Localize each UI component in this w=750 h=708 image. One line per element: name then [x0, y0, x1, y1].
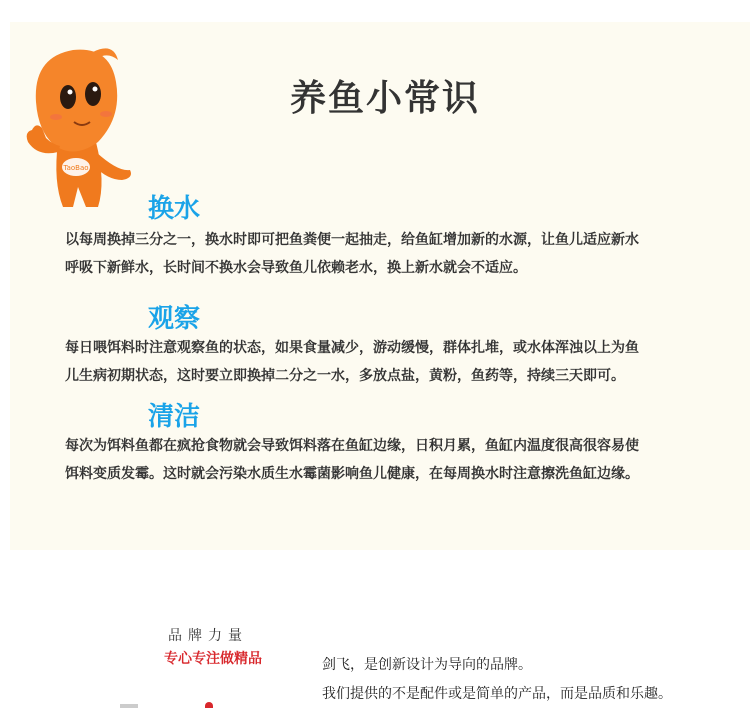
section-heading-observe: 观察 [148, 304, 201, 334]
mascot-right-eye [85, 82, 101, 106]
brand-line-1: 剑飞，是创新设计为导向的品牌。 [322, 657, 532, 673]
section-text-observe [65, 334, 735, 390]
section-text-clean [65, 432, 735, 488]
mascot-head [36, 50, 117, 152]
decorative-mark [120, 704, 138, 708]
section-heading-water-change: 换水 [148, 194, 201, 224]
section-text-water-change [65, 226, 735, 282]
mascot-illustration [18, 42, 138, 212]
brand-label: 品牌力量 [168, 628, 248, 644]
text-line: 呼吸下新鲜水，长时间不换水会导致鱼儿依赖老水，换上新水就会不适应。 [65, 260, 527, 276]
text-line: 儿生病初期状态，这时要立即换掉二分之一水，多放点盐，黄粉，鱼药等，持续三天即可。 [65, 368, 625, 384]
decorative-red-mark [205, 702, 213, 708]
text-line: 每次为饵料鱼都在疯抢食物就会导致饵料落在鱼缸边缘，日积月累，鱼缸内温度很高很容易使 [65, 438, 639, 454]
svg-text:TaoBao: TaoBao [63, 164, 89, 172]
mascot-left-eye [60, 85, 76, 109]
text-line: 饵料变质发霉。这时就会污染水质生水霉菌影响鱼儿健康，在每周换水时注意擦洗鱼缸边缘。 [65, 466, 639, 482]
text-line: 每日喂饵料时注意观察鱼的状态，如果食量减少，游动缓慢，群体扎堆，或水体浑浊以上为鱼 [65, 340, 639, 356]
section-heading-clean: 清洁 [148, 402, 201, 432]
text-line: 以每周换掉三分之一，换水时即可把鱼粪便一起抽走，给鱼缸增加新的水源，让鱼儿适应新水 [65, 232, 639, 248]
brand-subtitle: 专心专注做精品 [164, 651, 262, 667]
page-title: 养鱼小常识 [290, 78, 481, 119]
brand-line-2: 我们提供的不是配件或是简单的产品，而是品质和乐趣。 [322, 686, 672, 702]
